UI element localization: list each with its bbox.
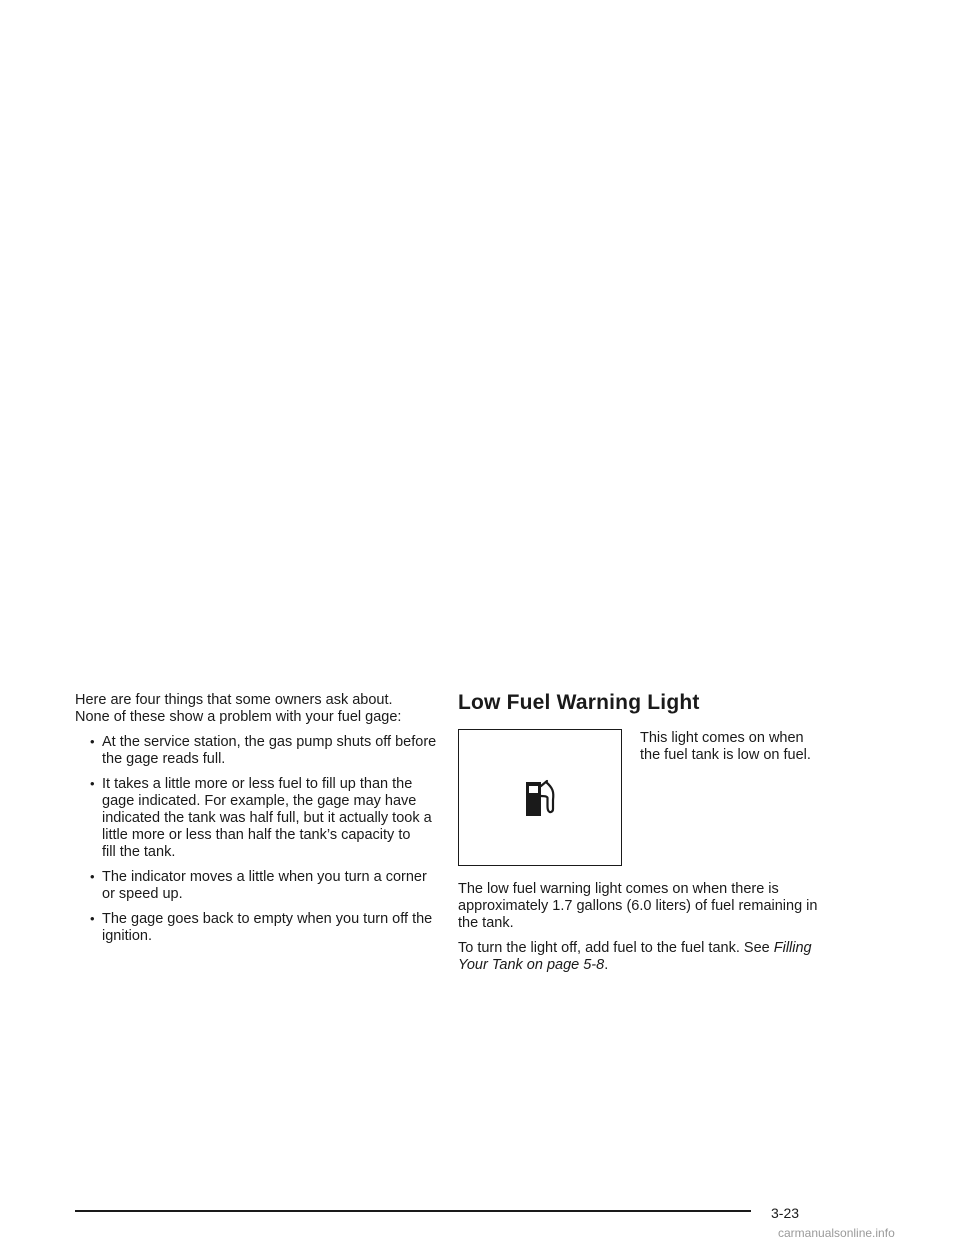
page-number: 3-23 — [771, 1205, 800, 1221]
cross-reference-link[interactable]: Filling Your Tank on page 5-8 — [458, 940, 812, 973]
warning-light-frame — [458, 729, 622, 866]
bullet-marker: • — [90, 734, 95, 749]
bullet-marker: • — [90, 776, 95, 791]
bullet-list — [75, 734, 440, 945]
watermark: carmanualsonline.info — [778, 1226, 895, 1240]
right-column — [458, 690, 830, 982]
list-item: • At the service station, the gas pump shuts off before the gage reads full. — [90, 734, 437, 767]
bullet-marker: • — [90, 911, 95, 926]
intro-line-1: Here are four things that some owners ask about. — [75, 692, 393, 708]
list-item: • It takes a little more or less fuel to fill up than the gage indicated. For example, the gage may have indicated the tank was half full, but it actually took a little more or less than half the tank’s capacity to fill the tank. — [90, 776, 432, 860]
icon-row — [458, 729, 830, 866]
intro-paragraph — [75, 692, 440, 726]
icon-caption: This light comes on when the fuel tank is low on fuel. — [640, 730, 811, 763]
paragraph-fuel-remaining: The low fuel warning light comes on when there is approximately 1.7 gallons (6.0 liters) of fuel remaining in the tank. — [458, 881, 818, 931]
footer-rule — [75, 1210, 751, 1212]
fuel-pump-icon — [523, 778, 557, 818]
left-column — [75, 692, 440, 953]
paragraph-turn-off: To turn the light off, add fuel to the fuel tank. See Filling Your Tank on page 5-8. — [458, 940, 812, 973]
section-heading: Low Fuel Warning Light — [458, 691, 700, 714]
intro-line-2: None of these show a problem with your fuel gage: — [75, 709, 402, 725]
bullet-marker: • — [90, 869, 95, 884]
list-item: • The gage goes back to empty when you turn off the ignition. — [90, 911, 433, 944]
list-item: • The indicator moves a little when you turn a corner or speed up. — [90, 869, 427, 902]
